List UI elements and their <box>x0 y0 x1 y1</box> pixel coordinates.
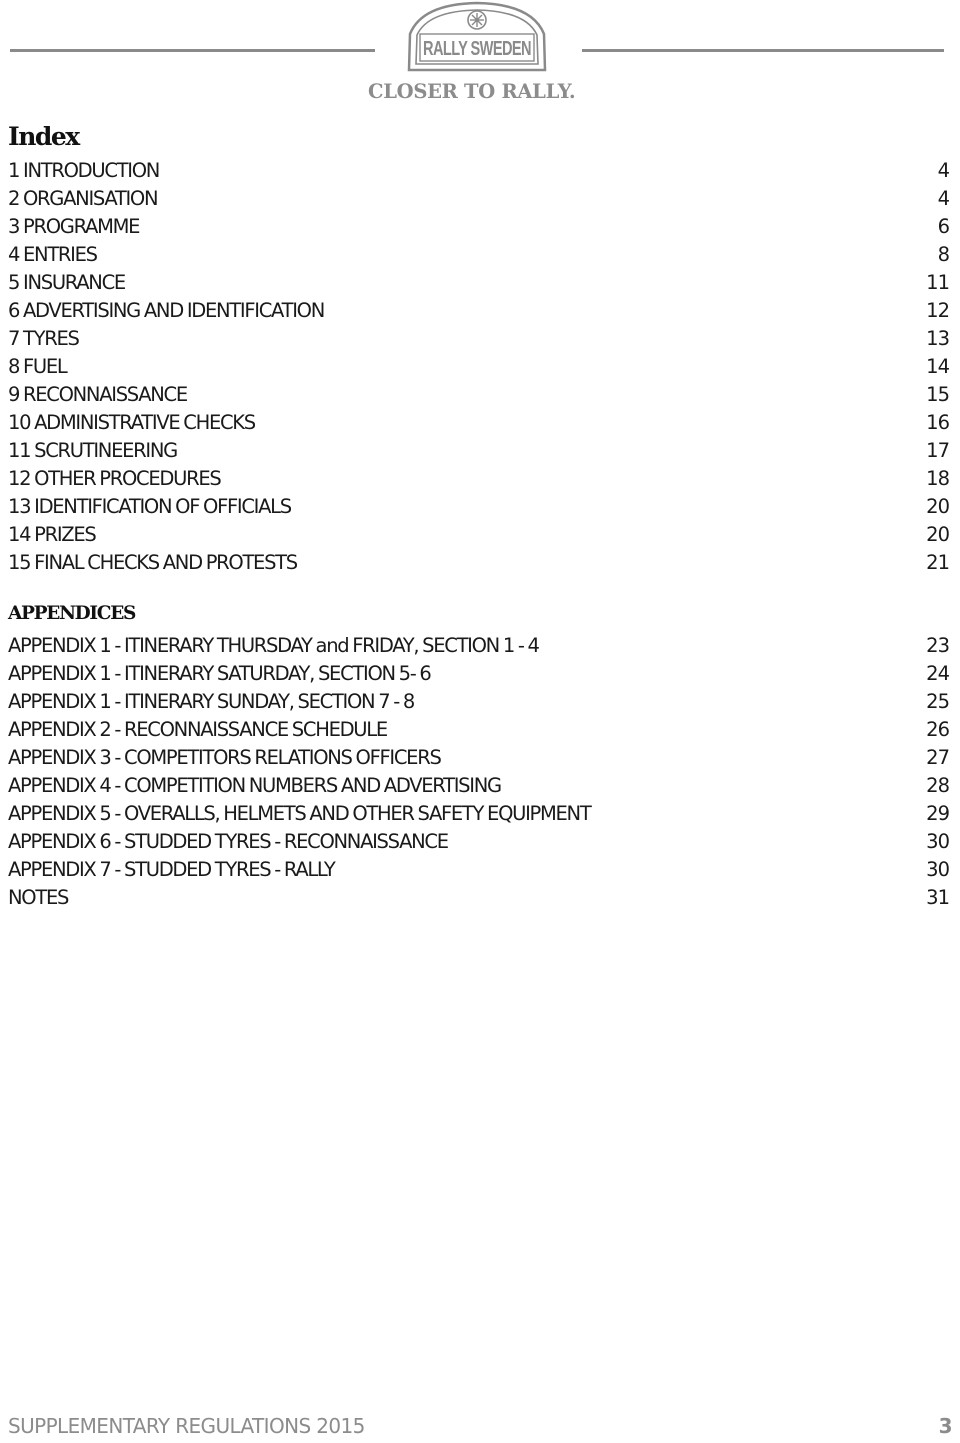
entry-label: 13 IDENTIFICATION OF OFFICIALS <box>8 494 291 518</box>
entry-label: 7 TYRES <box>8 326 79 350</box>
entry-label: APPENDIX 6 - STUDDED TYRES - RECONNAISSANCE <box>8 829 448 853</box>
appendix-entry <box>8 855 949 883</box>
entry-label: APPENDIX 7 - STUDDED TYRES - RALLY <box>8 857 335 881</box>
entry-label: 14 PRIZES <box>8 522 96 546</box>
entry-label: 4 ENTRIES <box>8 242 97 266</box>
entry-page: 31 <box>926 885 949 909</box>
index-entry <box>8 156 949 184</box>
appendix-entry <box>8 631 949 659</box>
entry-label: 11 SCRUTINEERING <box>8 438 177 462</box>
entry-page: 15 <box>926 382 949 406</box>
entry-label: APPENDIX 5 - OVERALLS, HELMETS AND OTHER SAFETY EQUIPMENT <box>8 801 591 825</box>
index-entry <box>8 464 949 492</box>
index-entry <box>8 408 949 436</box>
entry-page: 30 <box>926 829 949 853</box>
appendix-entry <box>8 799 949 827</box>
entry-label: APPENDIX 1 - ITINERARY SUNDAY, SECTION 7 - 8 <box>8 689 414 713</box>
index-entry <box>8 380 949 408</box>
entry-label: 15 FINAL CHECKS AND PROTESTS <box>8 550 297 574</box>
index-entry <box>8 212 949 240</box>
page-number: 3 <box>938 1414 952 1438</box>
index-entry <box>8 548 949 576</box>
page-footer <box>8 1412 952 1440</box>
entry-label: APPENDIX 1 - ITINERARY THURSDAY and FRIDAY, SECTION 1 - 4 <box>8 633 539 657</box>
index-entry <box>8 436 949 464</box>
entry-label: APPENDIX 1 - ITINERARY SATURDAY, SECTION 5- 6 <box>8 661 431 685</box>
entry-page: 20 <box>926 522 949 546</box>
index-list <box>8 156 949 576</box>
entry-page: 17 <box>926 438 949 462</box>
entry-page: 16 <box>926 410 949 434</box>
entry-label: 12 OTHER PROCEDURES <box>8 466 221 490</box>
entry-label: 3 PROGRAMME <box>8 214 140 238</box>
entry-label: 10 ADMINISTRATIVE CHECKS <box>8 410 255 434</box>
entry-page: 4 <box>937 158 949 182</box>
header-rule-left <box>10 49 375 52</box>
entry-page: 20 <box>926 494 949 518</box>
tagline: CLOSER TO RALLY. <box>368 80 576 103</box>
logo-text: RALLY SWEDEN <box>423 38 532 60</box>
entry-page: 26 <box>926 717 949 741</box>
entry-page: 11 <box>926 270 949 294</box>
entry-page: 23 <box>926 633 949 657</box>
index-entry <box>8 324 949 352</box>
entry-label: 9 RECONNAISSANCE <box>8 382 187 406</box>
entry-page: 28 <box>926 773 949 797</box>
appendix-entry <box>8 743 949 771</box>
appendix-entry <box>8 715 949 743</box>
entry-label: 8 FUEL <box>8 354 67 378</box>
footer-title: SUPPLEMENTARY REGULATIONS 2015 <box>8 1414 365 1438</box>
rally-sweden-logo <box>404 0 550 74</box>
entry-label: 1 INTRODUCTION <box>8 158 160 182</box>
appendices-heading: APPENDICES <box>8 603 136 624</box>
index-entry <box>8 492 949 520</box>
entry-label: APPENDIX 3 - COMPETITORS RELATIONS OFFICERS <box>8 745 441 769</box>
entry-page: 8 <box>937 242 949 266</box>
entry-label: APPENDIX 4 - COMPETITION NUMBERS AND ADVERTISING <box>8 773 501 797</box>
entry-label: 6 ADVERTISING AND IDENTIFICATION <box>8 298 324 322</box>
index-entry <box>8 520 949 548</box>
entry-page: 30 <box>926 857 949 881</box>
entry-page: 14 <box>926 354 949 378</box>
header-rule-right <box>582 49 944 52</box>
entry-label: APPENDIX 2 - RECONNAISSANCE SCHEDULE <box>8 717 387 741</box>
entry-page: 4 <box>937 186 949 210</box>
index-title: Index <box>8 122 79 151</box>
appendix-entry <box>8 659 949 687</box>
appendix-entry <box>8 687 949 715</box>
appendix-entry <box>8 771 949 799</box>
appendices-list <box>8 631 949 911</box>
appendix-entry <box>8 827 949 855</box>
entry-page: 27 <box>926 745 949 769</box>
index-entry <box>8 184 949 212</box>
entry-page: 29 <box>926 801 949 825</box>
index-entry <box>8 240 949 268</box>
entry-page: 24 <box>926 661 949 685</box>
entry-page: 25 <box>926 689 949 713</box>
entry-page: 6 <box>937 214 949 238</box>
entry-page: 21 <box>926 550 949 574</box>
index-entry <box>8 352 949 380</box>
entry-label: NOTES <box>8 885 69 909</box>
entry-label: 2 ORGANISATION <box>8 186 158 210</box>
entry-page: 12 <box>926 298 949 322</box>
entry-label: 5 INSURANCE <box>8 270 125 294</box>
appendix-entry <box>8 883 949 911</box>
index-entry <box>8 268 949 296</box>
entry-page: 18 <box>926 466 949 490</box>
entry-page: 13 <box>926 326 949 350</box>
index-entry <box>8 296 949 324</box>
